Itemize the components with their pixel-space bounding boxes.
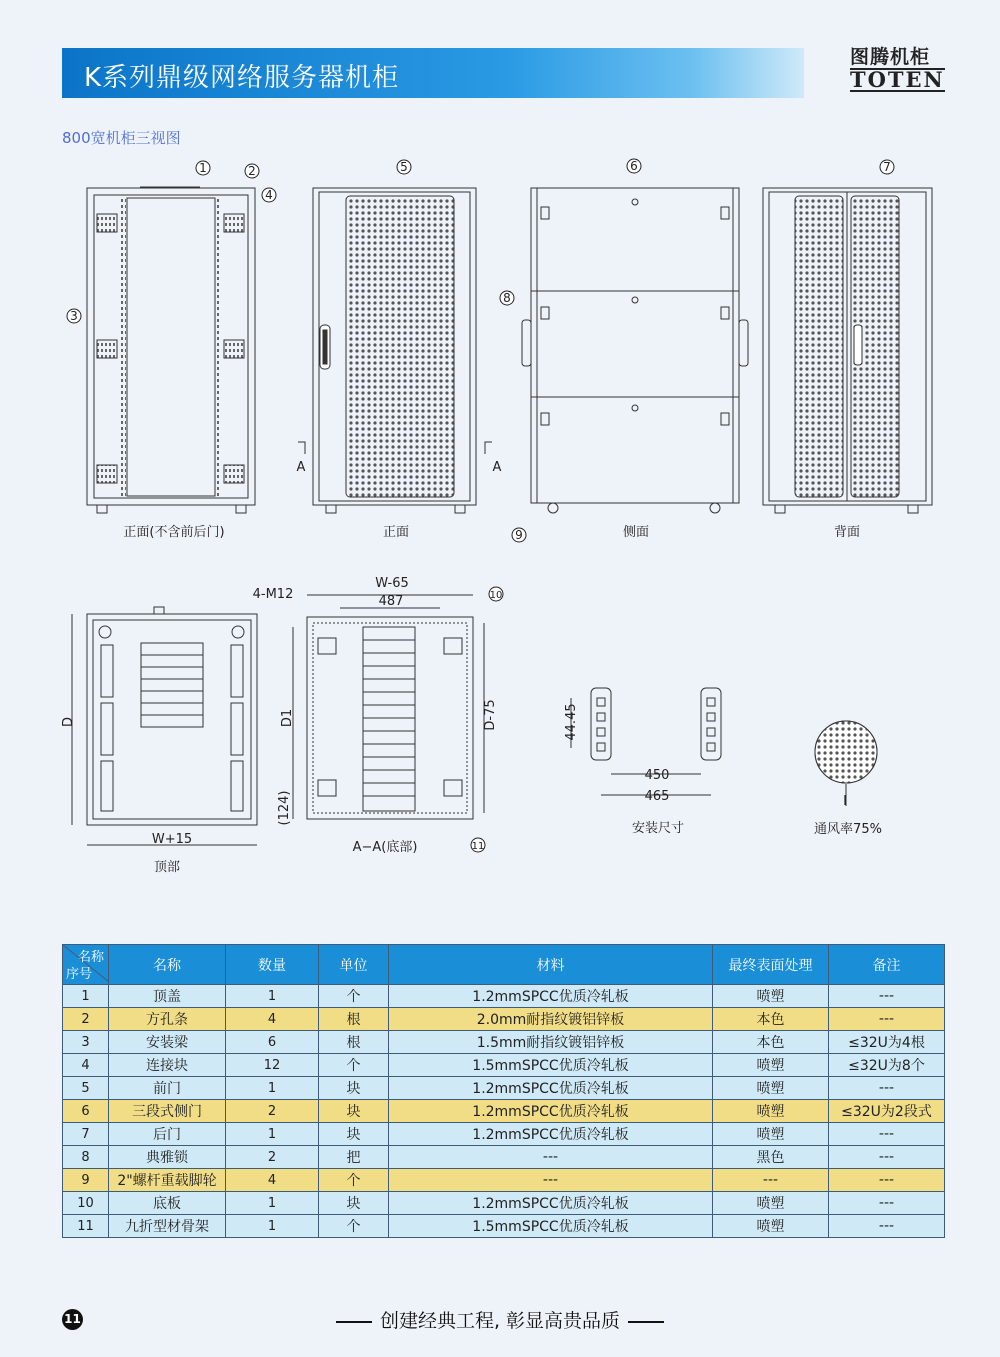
svg-text:10: 10: [489, 590, 503, 601]
cell-unit: 个: [319, 985, 389, 1008]
callout-4: [262, 188, 276, 202]
brand-logo: [850, 46, 946, 90]
cell-material: 1.5mm耐指纹镀铝锌板: [389, 1031, 713, 1054]
callout-3: [67, 309, 81, 323]
table-row: [63, 1054, 945, 1077]
label-top: 顶部: [153, 860, 181, 875]
table-row: [63, 1031, 945, 1054]
table-row: [63, 1169, 945, 1192]
callout-2: [245, 164, 259, 178]
slogan-dash-right: [628, 1321, 664, 1323]
cell-qty: 1: [226, 985, 319, 1008]
cell-qty: 1: [226, 1215, 319, 1238]
cell-note: ---: [829, 1008, 945, 1031]
cell-finish: 喷塑: [713, 1054, 829, 1077]
cell-name: 安装梁: [109, 1031, 226, 1054]
cell-finish: 喷塑: [713, 1215, 829, 1238]
svg-text:1: 1: [199, 161, 207, 175]
cell-no: 1: [63, 985, 109, 1008]
cell-no: 2: [63, 1008, 109, 1031]
cell-unit: 根: [319, 1031, 389, 1054]
cell-note: ---: [829, 1146, 945, 1169]
cell-no: 10: [63, 1192, 109, 1215]
cell-material: 1.2mmSPCC优质冷轧板: [389, 985, 713, 1008]
callout-1: [196, 161, 210, 175]
svg-text:3: 3: [70, 309, 78, 323]
cell-name: 三段式侧门: [109, 1100, 226, 1123]
cell-unit: 根: [319, 1008, 389, 1031]
callout-5: [397, 160, 411, 174]
header-name: 名称: [109, 945, 226, 985]
cell-note: ---: [829, 985, 945, 1008]
cell-name: 九折型材骨架: [109, 1215, 226, 1238]
table-row: [63, 1146, 945, 1169]
cell-no: 11: [63, 1215, 109, 1238]
drawing-subtitle: 800宽机柜三视图: [62, 129, 181, 147]
back-view: [763, 188, 932, 513]
dim-4445: 44.45: [564, 703, 579, 741]
label-a-left: A: [296, 460, 306, 475]
cell-no: 8: [63, 1146, 109, 1169]
dim-487: 487: [378, 594, 404, 609]
logo-cn: 图腾机柜: [850, 46, 931, 68]
cell-unit: 块: [319, 1192, 389, 1215]
svg-text:2: 2: [248, 164, 256, 178]
cell-qty: 1: [226, 1192, 319, 1215]
cell-finish: 本色: [713, 1008, 829, 1031]
table-row: [63, 1123, 945, 1146]
svg-text:11: 11: [471, 841, 485, 852]
cell-note: ---: [829, 1215, 945, 1238]
header-note: 备注: [829, 945, 945, 985]
cell-finish: 本色: [713, 1031, 829, 1054]
svg-text:8: 8: [503, 291, 511, 305]
dim-d75: D-75: [483, 699, 498, 731]
cell-qty: 2: [226, 1146, 319, 1169]
table-row: [63, 1215, 945, 1238]
label-section: A−A(底部): [352, 840, 418, 855]
cell-material: 1.2mmSPCC优质冷轧板: [389, 1123, 713, 1146]
cell-note: ---: [829, 1192, 945, 1215]
cell-note: ≤32U为8个: [829, 1054, 945, 1077]
page-title: K系列鼎级网络服务器机柜: [84, 63, 400, 93]
table-row: [63, 985, 945, 1008]
cell-no: 7: [63, 1123, 109, 1146]
table-row: [63, 1100, 945, 1123]
label-a-right: A: [492, 460, 502, 475]
label-mount: 安装尺寸: [631, 821, 685, 836]
cell-qty: 6: [226, 1031, 319, 1054]
cell-material: 1.2mmSPCC优质冷轧板: [389, 1192, 713, 1215]
header-diag: 名称 序号: [63, 945, 109, 985]
cell-material: 1.2mmSPCC优质冷轧板: [389, 1100, 713, 1123]
cell-name: 前门: [109, 1077, 226, 1100]
svg-text:9: 9: [515, 528, 523, 542]
cell-no: 6: [63, 1100, 109, 1123]
dim-d: D: [61, 716, 76, 728]
footer-slogan: [0, 1306, 1000, 1333]
cell-material: 2.0mm耐指纹镀铝锌板: [389, 1008, 713, 1031]
header-qty: 数量: [226, 945, 319, 985]
dim-450: 450: [644, 768, 670, 783]
top-view: [72, 607, 257, 845]
cell-note: ≤32U为4根: [829, 1031, 945, 1054]
cell-unit: 块: [319, 1077, 389, 1100]
cell-finish: 喷塑: [713, 1123, 829, 1146]
cell-no: 3: [63, 1031, 109, 1054]
cell-material: 1.2mmSPCC优质冷轧板: [389, 1077, 713, 1100]
table-row: [63, 1008, 945, 1031]
callout-6: [627, 159, 641, 173]
table-row: [63, 1077, 945, 1100]
cell-no: 9: [63, 1169, 109, 1192]
cell-unit: 块: [319, 1100, 389, 1123]
cell-name: 底板: [109, 1192, 226, 1215]
callout-11: [471, 838, 485, 852]
cell-note: ≤32U为2段式: [829, 1100, 945, 1123]
section-view: [293, 595, 484, 819]
cell-finish: 喷塑: [713, 1100, 829, 1123]
cell-name: 后门: [109, 1123, 226, 1146]
cell-name: 2"螺杆重载脚轮: [109, 1169, 226, 1192]
dim-w65: W-65: [375, 576, 409, 591]
cell-qty: 2: [226, 1100, 319, 1123]
cell-unit: 块: [319, 1123, 389, 1146]
dim-465: 465: [644, 789, 670, 804]
cell-qty: 1: [226, 1077, 319, 1100]
header-unit: 单位: [319, 945, 389, 985]
svg-text:7: 7: [883, 160, 891, 174]
svg-text:6: 6: [630, 159, 638, 173]
parts-table: [62, 944, 944, 1238]
cell-no: 5: [63, 1077, 109, 1100]
front-no-door-view: [87, 187, 255, 513]
table-row: [63, 1192, 945, 1215]
cell-material: ---: [389, 1169, 713, 1192]
slogan-text: 创建经典工程, 彰显高贵品质: [379, 1310, 621, 1332]
label-back: 背面: [833, 525, 861, 540]
label-front: 正面: [382, 525, 410, 540]
callout-8: [500, 291, 514, 305]
cell-note: ---: [829, 1123, 945, 1146]
svg-text:5: 5: [400, 160, 408, 174]
cell-note: ---: [829, 1169, 945, 1192]
page-number: 11: [62, 1309, 83, 1330]
svg-text:4: 4: [265, 188, 273, 202]
cell-qty: 4: [226, 1008, 319, 1031]
logo-en: TOTEN: [850, 67, 945, 92]
cell-finish: ---: [713, 1169, 829, 1192]
cell-material: 1.5mmSPCC优质冷轧板: [389, 1054, 713, 1077]
cell-name: 连接块: [109, 1054, 226, 1077]
label-front-no-door: 正面(不含前后门): [123, 525, 225, 540]
cell-finish: 黑色: [713, 1146, 829, 1169]
label-side: 侧面: [622, 525, 650, 540]
dim-124: (124): [277, 790, 292, 826]
header-material: 材料: [389, 945, 713, 985]
cell-unit: 个: [319, 1169, 389, 1192]
label-vent: 通风率75%: [814, 822, 882, 837]
cell-qty: 4: [226, 1169, 319, 1192]
dim-m12: 4-M12: [252, 587, 294, 602]
callout-10: [489, 587, 503, 601]
cell-unit: 把: [319, 1146, 389, 1169]
cell-finish: 喷塑: [713, 1077, 829, 1100]
cell-finish: 喷塑: [713, 1192, 829, 1215]
dim-d1: D1: [280, 708, 295, 728]
table-header-row: [63, 945, 945, 985]
header-finish: 最终表面处理: [713, 945, 829, 985]
vent-i: I: [843, 794, 847, 809]
cell-qty: 12: [226, 1054, 319, 1077]
cell-unit: 个: [319, 1054, 389, 1077]
cell-finish: 喷塑: [713, 985, 829, 1008]
dim-w15: W+15: [151, 832, 193, 847]
cell-name: 典雅锁: [109, 1146, 226, 1169]
header-bar: [62, 48, 804, 98]
cell-qty: 1: [226, 1123, 319, 1146]
cell-name: 方孔条: [109, 1008, 226, 1031]
side-view: [522, 188, 748, 513]
cell-material: ---: [389, 1146, 713, 1169]
callout-7: [880, 160, 894, 174]
technical-drawings: [0, 150, 1000, 890]
cell-material: 1.5mmSPCC优质冷轧板: [389, 1215, 713, 1238]
cell-unit: 个: [319, 1215, 389, 1238]
cell-note: ---: [829, 1077, 945, 1100]
cell-name: 顶盖: [109, 985, 226, 1008]
slogan-dash-left: [336, 1321, 372, 1323]
callout-9: [512, 528, 526, 542]
cell-no: 4: [63, 1054, 109, 1077]
front-view: [298, 188, 492, 513]
